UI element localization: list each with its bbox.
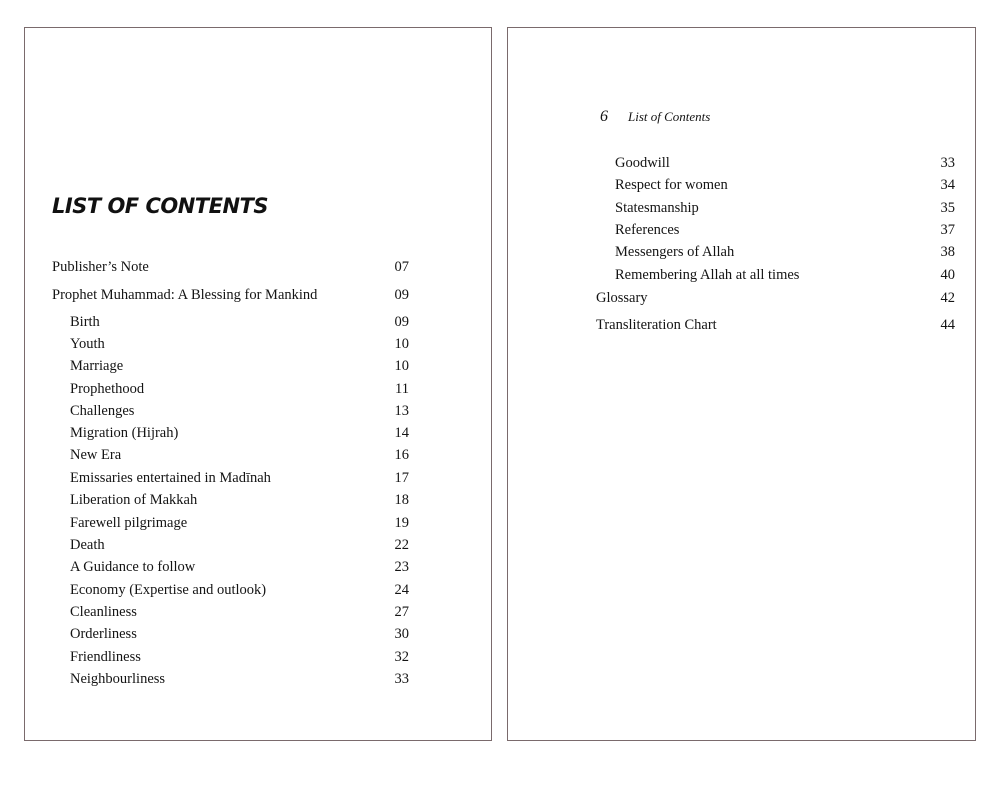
toc-entry-challenges	[70, 402, 409, 420]
toc-entry-migration	[70, 424, 409, 442]
toc-entry-label: New Era	[70, 447, 122, 463]
toc-entry-label: Friendliness	[70, 649, 141, 665]
toc-entry-transliteration-chart	[596, 316, 955, 334]
toc-entry-new-era	[70, 446, 409, 464]
toc-entry-label: Statesmanship	[615, 200, 699, 216]
toc-entry-emissaries	[70, 469, 409, 487]
toc-entry-page: 32	[394, 649, 409, 665]
toc-entry-label: Migration (Hijrah)	[70, 425, 179, 441]
toc-entry-references	[615, 221, 955, 239]
toc-entry-birth	[70, 313, 409, 331]
toc-entry-label: Prophethood	[70, 381, 145, 397]
toc-entry-page: 10	[394, 358, 409, 374]
toc-entry-label: References	[615, 222, 680, 238]
toc-entry-label: Youth	[70, 336, 105, 352]
left-page	[24, 27, 492, 741]
toc-entry-label: Birth	[70, 314, 100, 330]
toc-entry-page: 33	[940, 155, 955, 171]
toc-entry-label: Challenges	[70, 403, 135, 419]
toc-entry-label: Death	[70, 537, 105, 553]
toc-entry-death	[70, 536, 409, 554]
toc-entry-page: 40	[940, 267, 955, 283]
toc-entry-label: Messengers of Allah	[615, 244, 735, 260]
toc-entry-cleanliness	[70, 603, 409, 621]
toc-entry-page: 19	[394, 515, 409, 531]
running-head	[600, 108, 710, 126]
toc-entry-page: 33	[394, 671, 409, 687]
toc-entry-economy	[70, 581, 409, 599]
toc-entry-page: 13	[394, 403, 409, 419]
toc-entry-neighbourliness	[70, 670, 409, 688]
toc-entry-remembering-allah	[615, 266, 955, 284]
toc-entry-label: A Guidance to follow	[70, 559, 196, 575]
running-head-page-number: 6	[600, 108, 608, 125]
toc-entry-friendliness	[70, 648, 409, 666]
toc-entry-statesmanship	[615, 199, 955, 217]
toc-entry-goodwill	[615, 154, 955, 172]
toc-entry-label: Economy (Expertise and outlook)	[70, 582, 267, 598]
toc-entry-label: Glossary	[596, 290, 648, 306]
toc-entry-respect-for-women	[615, 176, 955, 194]
toc-entry-liberation-of-makkah	[70, 491, 409, 509]
toc-entry-page: 44	[940, 317, 955, 333]
toc-entry-label: Neighbourliness	[70, 671, 166, 687]
toc-entry-label: Prophet Muhammad: A Blessing for Mankind	[52, 287, 318, 303]
toc-entry-label: Orderliness	[70, 626, 137, 642]
toc-entry-page: 42	[940, 290, 955, 306]
toc-entry-label: Farewell pilgrimage	[70, 515, 188, 531]
toc-entry-page: 11	[395, 381, 409, 397]
toc-entry-farewell-pilgrimage	[70, 514, 409, 532]
toc-entry-page: 35	[940, 200, 955, 216]
toc-entry-page: 24	[394, 582, 409, 598]
toc-entry-label: Goodwill	[615, 155, 670, 171]
toc-entry-page: 27	[394, 604, 409, 620]
right-page	[507, 27, 976, 741]
toc-entry-guidance	[70, 558, 409, 576]
running-head-text: List of Contents	[628, 109, 711, 124]
toc-entry-label: Cleanliness	[70, 604, 137, 620]
toc-entry-page: 22	[394, 537, 409, 553]
toc-entry-page: 16	[394, 447, 409, 463]
toc-entry-page: 23	[394, 559, 409, 575]
toc-entry-page: 09	[394, 314, 409, 330]
toc-entry-glossary	[596, 289, 955, 307]
toc-entry-label: Respect for women	[615, 177, 728, 193]
toc-entry-youth	[70, 335, 409, 353]
toc-entry-page: 30	[394, 626, 409, 642]
toc-entry-label: Transliteration Chart	[596, 317, 717, 333]
toc-entry-page: 37	[940, 222, 955, 238]
toc-entry-publishers-note	[52, 258, 409, 276]
toc-entry-label: Liberation of Makkah	[70, 492, 198, 508]
toc-entry-label: Marriage	[70, 358, 124, 374]
toc-entry-page: 07	[394, 259, 409, 275]
toc-entry-prophet-muhammad	[52, 286, 409, 304]
toc-entry-label: Remembering Allah at all times	[615, 267, 800, 283]
toc-entry-page: 10	[394, 336, 409, 352]
toc-entry-page: 17	[394, 470, 409, 486]
toc-entry-orderliness	[70, 625, 409, 643]
toc-entry-page: 18	[394, 492, 409, 508]
toc-entry-page: 09	[394, 287, 409, 303]
toc-entry-page: 34	[940, 177, 955, 193]
toc-entry-marriage	[70, 357, 409, 375]
toc-entry-page: 14	[394, 425, 409, 441]
toc-entry-page: 38	[940, 244, 955, 260]
toc-entry-messengers-of-allah	[615, 243, 955, 261]
contents-title: LIST OF CONTENTS	[52, 194, 268, 218]
toc-entry-label: Publisher’s Note	[52, 259, 149, 275]
toc-entry-label: Emissaries entertained in Madīnah	[70, 470, 271, 486]
toc-entry-prophethood	[70, 380, 409, 398]
